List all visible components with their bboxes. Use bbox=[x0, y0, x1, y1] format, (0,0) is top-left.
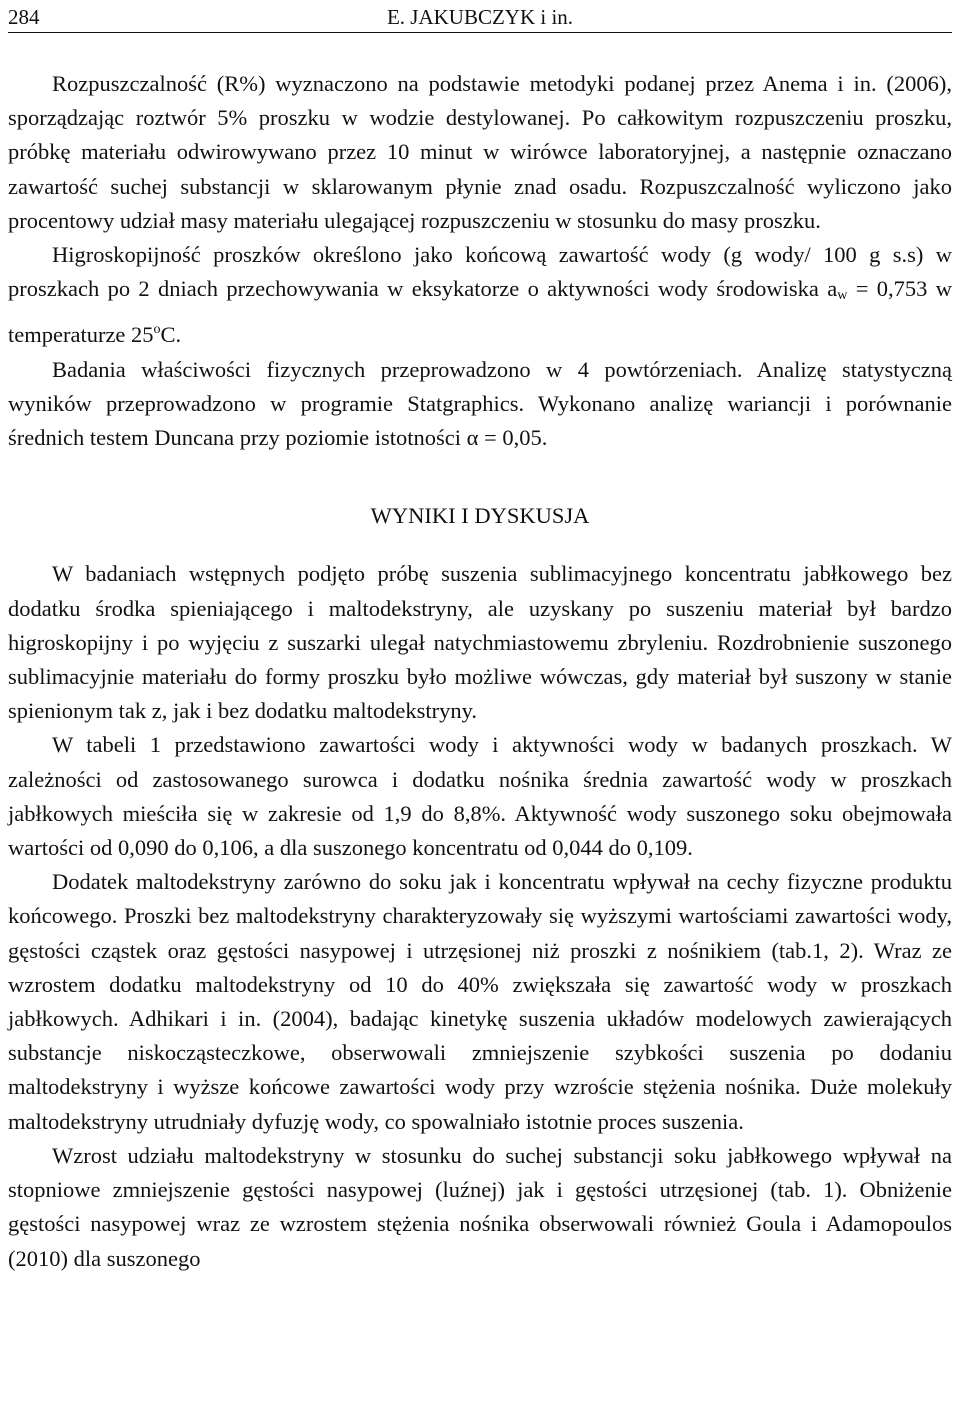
hygroscopicity-text-a: Higroskopijność proszków określono jako końcową zawartość wody (g wody/ 100 g s.s) w proszkach po 2 dniach przechowywania w eksykatorze o aktywności wody środowiska a bbox=[8, 242, 952, 302]
results-paragraph-3: Dodatek maltodekstryny zarówno do soku jak i koncentratu wpływał na cechy fizyczne produktu końcowego. Proszki bez maltodekstryny charakteryzowały się wyższymi wartościami zawartości wody, gęstości cząstek oraz gęstości nasypowej i utrzęsionej niż proszki z nośnikiem (tab.1, 2). Wraz ze wzrostem dodatku maltodekstryny od 10 do 40% zwiększała się zawartość wody w proszkach jabłkowych. Adhikari i in. (2004), badając kinetykę suszenia układów modelowych zawierających substancje niskocząsteczkowe, obserwowali zmniejszenie szybkości suszenia po dodaniu maltodekstryny i wyższe końcowe zawartości wody przy wzroście stężenia nośnika. Duże molekuły maltodekstryny utrudniały dyfuzję wody, co spowalniało istotnie proces suszenia. bbox=[8, 869, 952, 1134]
page-body bbox=[8, 67, 952, 1276]
hygroscopicity-text-c: C. bbox=[160, 322, 182, 348]
page-number: 284 bbox=[8, 5, 40, 29]
results-paragraph-2: W tabeli 1 przedstawiono zawartości wody i aktywności wody w badanych proszkach. W zależności od zastosowanego surowca i dodatku nośnika średnia zawartość wody w proszkach jabłkowych mieściła się w zakresie od 1,9 do 8,8%. Aktywność wody suszonego soku obejmowała wartości od 0,090 do 0,106, a dla suszonego koncentratu od 0,044 do 0,109. bbox=[8, 732, 952, 861]
page-header bbox=[8, 2, 952, 33]
degree-superscript: o bbox=[153, 322, 161, 338]
water-activity-subscript: w bbox=[837, 288, 848, 304]
methods-paragraph-statistics: Badania właściwości fizycznych przeprowadzono w 4 powtórzeniach. Analizę statystyczną wyników przeprowadzono w programie Statgraphics. Wykonano analizę wariancji i porównanie średnich testem Duncana przy poziomie istotności α = 0,05. bbox=[8, 356, 952, 451]
results-paragraph-1: W badaniach wstępnych podjęto próbę suszenia sublimacyjnego koncentratu jabłkowego bez dodatku środka spieniającego i maltodekstryny, ale uzyskany po suszeniu materiał był bardzo higroskopijny i po wyjęciu z suszarki ulegał natychmiastowemu zbryleniu. Rozdrobnienie suszonego sublimacyjnie materiału do formy proszku było możliwe wówczas, gdy materiał był suszony w stanie spienionym tak z, jak i bez dodatku maltodekstryny. bbox=[8, 561, 952, 724]
methods-paragraph-solubility: Rozpuszczalność (R%) wyznaczono na podstawie metodyki podanej przez Anema i in. (2006), sporządzając roztwór 5% proszku w wodzie destylowanej. Po całkowitym rozpuszczeniu proszku, próbkę materiału odwirowywano przez 10 minut w wirówce laboratoryjnej, a następnie oznaczano zawartość suchej substancji w sklarowanym płynie znad osadu. Rozpuszczalność wyliczono jako procentowy udział masy materiału ulegającej rozpuszczeniu w stosunku do masy proszku. bbox=[8, 71, 952, 233]
section-heading-results: WYNIKI I DYSKUSJA bbox=[370, 503, 590, 529]
results-paragraph-4: Wzrost udziału maltodekstryny w stosunku do suchej substancji soku jabłkowego wpływał na stopniowe zmniejszenie gęstości nasypowej (luźnej) jak i gęstości utrzęsionej (tab. 1). Obniżenie gęstości nasypowej wraz ze wzrostem stężenia nośnika obserwowali również Goula i Adamopoulos (2010) dla suszonego bbox=[8, 1142, 952, 1271]
running-title: E. JAKUBCZYK i in. bbox=[386, 5, 574, 29]
hygroscopicity-text-b: = 0,753 w temperaturze 25 bbox=[8, 276, 952, 348]
methods-paragraph-hygroscopicity bbox=[8, 238, 952, 353]
